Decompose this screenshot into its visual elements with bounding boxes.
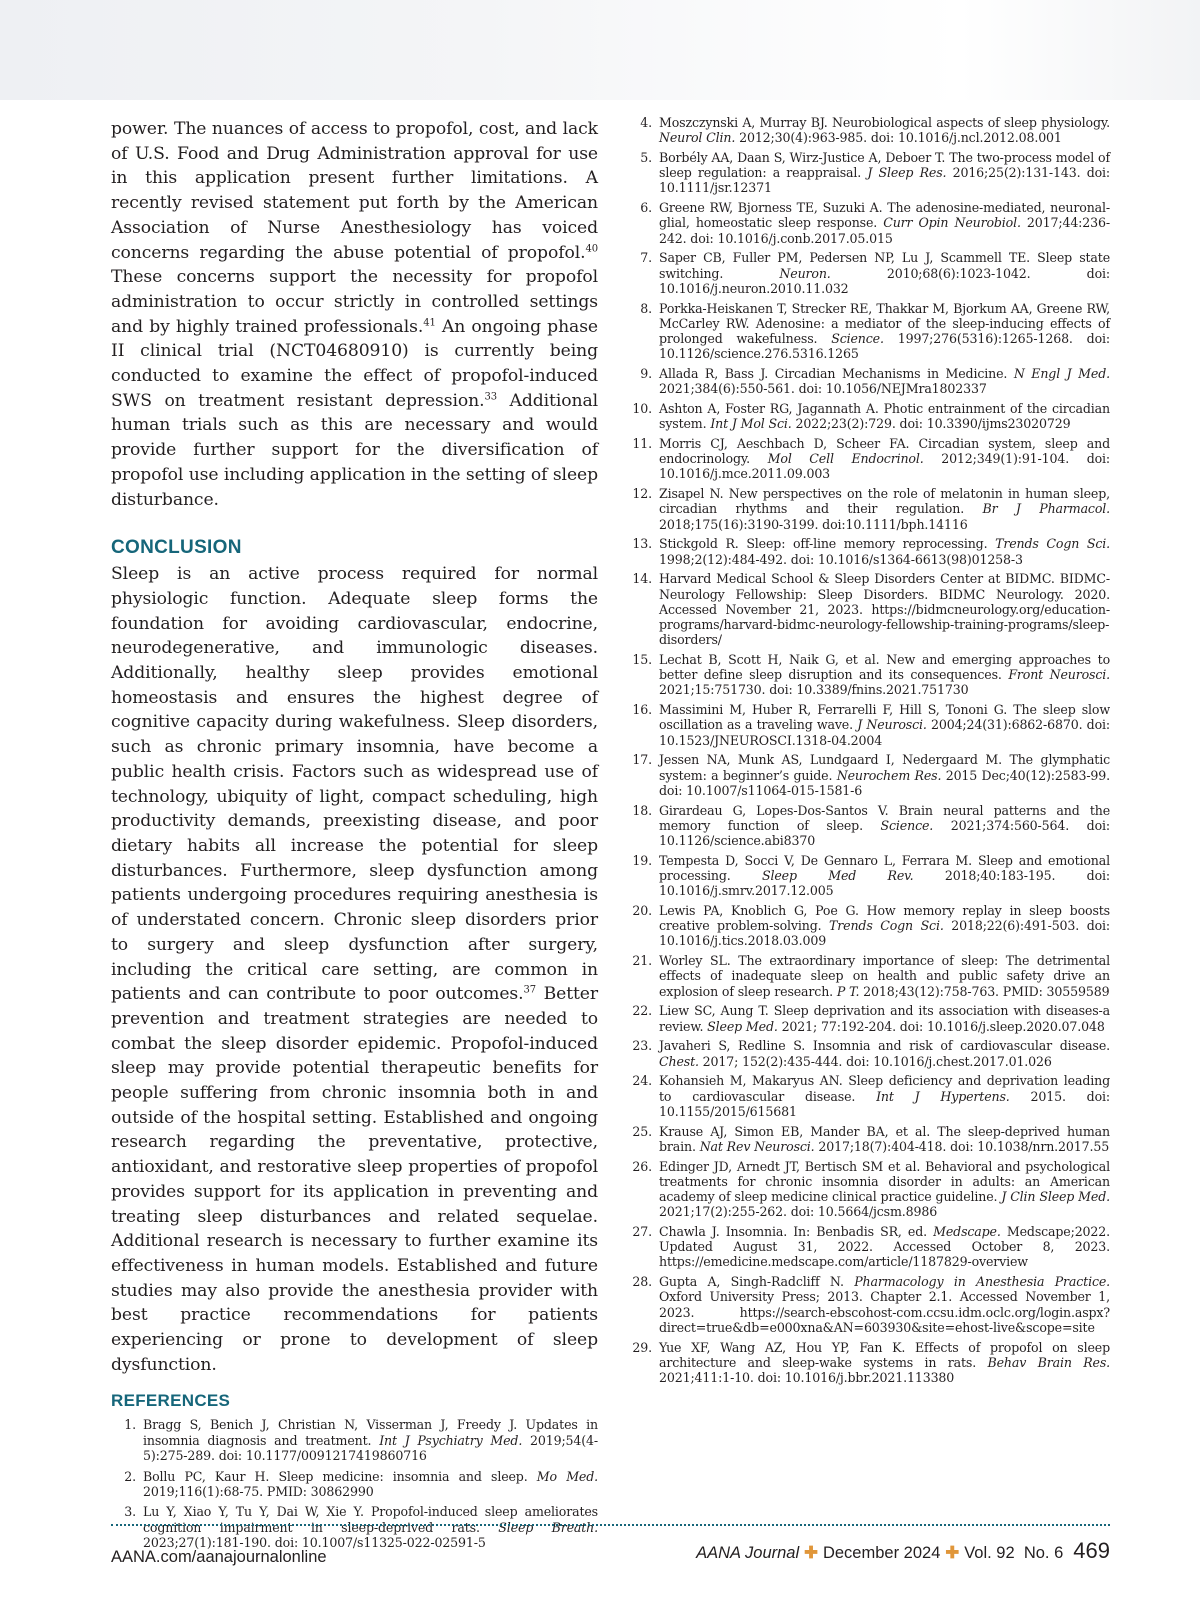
reference-number: 15. xyxy=(632,652,652,668)
reference-details: 2016;25(2):131-143. doi: 10.1111/jsr.12371 xyxy=(659,165,1111,196)
reference-number: 22. xyxy=(632,1003,652,1019)
reference-text: Krause AJ, Simon EB, Mander BA, et al. The sleep-deprived human brain. xyxy=(659,1123,1110,1154)
reference-journal: Chest. xyxy=(659,1053,699,1069)
reference-item xyxy=(627,1073,1110,1119)
reference-item xyxy=(627,571,1110,647)
reference-number: 29. xyxy=(632,1339,652,1355)
reference-details: 2015. doi: 10.1155/2015/615681 xyxy=(659,1088,1110,1119)
reference-details: 2018;175(16):3190-3199. doi:10.1111/bph.14116 xyxy=(659,516,968,532)
reference-text: Bollu PC, Kaur H. Sleep medicine: insomnia and sleep. xyxy=(143,1468,537,1484)
reference-text: Porkka-Heiskanen T, Strecker RE, Thakkar M, Bjorkum AA, Greene RW, McCarley RW. Adenosine: a mediator of the sleep-inducing effects of prolonged wakefulness. xyxy=(659,300,1110,347)
reference-number: 13. xyxy=(632,536,652,552)
footer-url-link[interactable]: AANA.com/aanajournalonline xyxy=(111,1548,327,1566)
reference-journal: Neuron. xyxy=(779,265,831,281)
reference-item xyxy=(627,752,1110,798)
page-number: 469 xyxy=(1073,1538,1110,1563)
reference-text: Moszczynski A, Murray BJ. Neurobiological aspects of sleep physiology. xyxy=(659,115,1110,130)
reference-number: 19. xyxy=(632,852,652,868)
reference-number: 28. xyxy=(632,1274,652,1290)
top-background-band xyxy=(0,0,1200,100)
footer-volume: Vol. 92 No. 6 xyxy=(964,1544,1064,1562)
reference-text: Liew SC, Aung T. Sleep deprivation and its association with diseases-a review. xyxy=(659,1003,1110,1034)
reference-details: 2023;27(1):181-190. doi: 10.1007/s11325-022-02591-5 xyxy=(143,1534,486,1550)
reference-journal: P T. xyxy=(836,983,860,999)
reference-journal: N Engl J Med. xyxy=(1013,366,1110,382)
reference-details: 2022;23(2):729. doi: 10.3390/ijms23020729 xyxy=(791,416,1071,432)
reference-number: 21. xyxy=(632,953,652,969)
reference-journal: J Clin Sleep Med. xyxy=(1001,1189,1110,1205)
reference-details: 2012;30(4):963-985. doi: 10.1016/j.ncl.2012.08.001 xyxy=(735,130,1062,146)
reference-journal: Sleep Med Rev. xyxy=(762,868,914,884)
reference-number: 7. xyxy=(640,250,652,266)
reference-text: Edinger JD, Arnedt JT, Bertisch SM et al. Behavioral and psychological treatments for chronic insomnia disorder in adults: an American academy of sleep medicine clinical practice guideline. xyxy=(659,1158,1110,1205)
reference-text: Bragg S, Benich J, Christian N, Visserman J, Freedy J. Updates in insomnia diagnosis and treatment. xyxy=(143,1417,598,1448)
reference-details: Oxford University Press; 2013. Chapter 2.1. Accessed November 1, 2023. https://search-ebscohost-com.ccsu.idm.oclc.org/login.aspx?direct=true&db=e000xna&AN=603930&site=ehost-live&scope=site xyxy=(659,1289,1110,1335)
citation-33: 33 xyxy=(484,391,497,402)
reference-item xyxy=(627,803,1110,849)
intro-text-3: An ongoing phase II clinical trial (NCT04680910) is currently being conducted to examine the effect of propofol-induced SWS on treatment resistant depression. xyxy=(111,316,598,411)
page-footer xyxy=(111,1538,1110,1568)
reference-details: 2010;68(6):1023-1042. doi: 10.1016/j.neuron.2010.11.032 xyxy=(659,265,1110,296)
reference-number: 18. xyxy=(632,802,652,818)
reference-journal: Sleep Breath. xyxy=(498,1519,599,1535)
reference-text: Harvard Medical School & Sleep Disorders Center at BIDMC. BIDMC-Neurology Fellowship: Sleep Disorders. BIDMC Neurology. 2020. Accessed November 21, 2023. https://bidmcneurology.org/education-programs/harvard-bidmc-neurology-fellowship-training-programs/sleep-disorders/ xyxy=(659,571,1110,648)
reference-text: Kohansieh M, Makaryus AN. Sleep deficiency and deprivation leading to cardiovascular disease. xyxy=(659,1073,1110,1104)
reference-number: 25. xyxy=(632,1123,652,1139)
reference-text: Tempesta D, Socci V, De Gennaro L, Ferrara M. Sleep and emotional processing. xyxy=(659,852,1110,884)
reference-journal: Mol Cell Endocrinol. xyxy=(767,451,924,467)
reference-item xyxy=(627,1340,1110,1386)
reference-text: Zisapel N. New perspectives on the role of melatonin in human sleep, circadian rhythms and their regulation. xyxy=(659,486,1110,517)
reference-details: 2019;116(1):68-75. PMID: 30862990 xyxy=(143,1483,374,1499)
conclusion-heading: CONCLUSION xyxy=(111,537,242,559)
reference-list-right xyxy=(627,115,1110,1385)
references-heading: REFERENCES xyxy=(111,1391,231,1411)
reference-journal: Pharmacology in Anesthesia Practice. xyxy=(854,1274,1111,1290)
reference-journal: Nat Rev Neurosci. xyxy=(699,1138,815,1154)
reference-details: 2021;15:751730. doi: 10.3389/fnins.2021.751730 xyxy=(659,682,969,698)
reference-text: Chawla J. Insomnia. In: Benbadis SR, ed. xyxy=(659,1224,934,1240)
reference-number: 10. xyxy=(632,401,652,417)
reference-details: 2021;17(2):255-262. doi: 10.5664/jcsm.8986 xyxy=(659,1204,938,1220)
reference-text: Lu Y, Xiao Y, Tu Y, Dai W, Xie Y. Propofol-induced sleep ameliorates cognition impairment in sleep-deprived rats. xyxy=(143,1504,598,1535)
reference-item xyxy=(627,1003,1110,1033)
reference-text: Saper CB, Fuller PM, Pedersen NP, Lu J, Scammell TE. Sleep state switching. xyxy=(659,250,1110,281)
citation-41: 41 xyxy=(423,316,436,328)
reference-number: 17. xyxy=(632,752,652,768)
reference-number: 23. xyxy=(632,1038,652,1054)
reference-item xyxy=(627,250,1110,296)
citation-40: 40 xyxy=(585,242,598,254)
reference-details: 2018;22(6):491-503. doi: 10.1016/j.tics.2018.03.009 xyxy=(659,918,1111,949)
reference-text: Jessen NA, Munk AS, Lundgaard I, Nedergaard M. The glymphatic system: a beginner’s guide. xyxy=(659,752,1110,783)
reference-item xyxy=(627,652,1110,698)
reference-details: 2017; 152(2):435-444. doi: 10.1016/j.chest.2017.01.026 xyxy=(698,1053,1052,1069)
reference-text: Yue XF, Wang AZ, Hou YP, Fan K. Effects of propofol on sleep architecture and sleep-wake systems in rats. xyxy=(659,1339,1110,1370)
reference-text: Lewis PA, Knoblich G, Poe G. How memory replay in sleep boosts creative problem-solving. xyxy=(659,903,1110,934)
reference-text: Gupta A, Singh-Radcliff N. xyxy=(659,1274,855,1290)
reference-details: 2004;24(31):6862-6870. doi: 10.1523/JNEUROSCI.1318-04.2004 xyxy=(659,717,1111,748)
reference-journal: Curr Opin Neurobiol. xyxy=(883,215,1021,231)
reference-text: Javaheri S, Redline S. Insomnia and risk of cardiovascular disease. xyxy=(659,1038,1110,1054)
reference-item xyxy=(627,1224,1110,1270)
reference-item xyxy=(627,366,1110,396)
conclusion-text-2: Better prevention and treatment strategies are needed to combat the sleep disorder epidemic. Propofol-induced sleep may provide potential therapeutic benefits for people suffering from chronic insomnia both in and outside of the hospital setting. Established and ongoing research regarding the preventative, protective, antioxidant, and restorative sleep properties of propofol provides support for its application in preventing and treating sleep disturbances and related sequelae. Additional research is necessary to further examine its effectiveness in human models. Established and future studies may also provide the anesthesia provider with best practice recommendations for patients experiencing or prone to development of sleep dysfunction. xyxy=(111,984,598,1375)
reference-details: 2021;411:1-10. doi: 10.1016/j.bbr.2021.113380 xyxy=(659,1370,955,1386)
reference-journal: Int J Hypertens. xyxy=(876,1088,1010,1104)
reference-number: 6. xyxy=(640,200,652,216)
reference-text: Stickgold R. Sleep: off-line memory reprocessing. xyxy=(659,536,996,552)
reference-item xyxy=(627,853,1110,899)
reference-journal: J Sleep Res. xyxy=(867,165,947,181)
reference-journal: Int J Mol Sci. xyxy=(710,416,792,432)
reference-journal: Neurochem Res. xyxy=(836,767,942,783)
reference-item xyxy=(627,115,1110,145)
reference-details: 1998;2(12):484-492. doi: 10.1016/s1364-6613(98)01258-3 xyxy=(659,551,1023,567)
footer-issue-date: December 2024 xyxy=(822,1544,941,1562)
reference-number: 20. xyxy=(632,903,652,919)
reference-item xyxy=(627,1124,1110,1154)
reference-list-left xyxy=(111,1417,598,1550)
reference-journal: Int J Psychiatry Med. xyxy=(379,1432,523,1448)
reference-journal: Sleep Med. xyxy=(707,1018,778,1034)
reference-item xyxy=(627,702,1110,748)
reference-item xyxy=(111,1469,598,1499)
reference-details: 2021;384(6):550-561. doi: 10.1056/NEJMra1802337 xyxy=(659,381,987,397)
reference-number: 3. xyxy=(124,1504,136,1520)
footer-issue-info xyxy=(696,1538,1110,1564)
reference-journal: J Neurosci. xyxy=(857,717,927,733)
reference-number: 1. xyxy=(124,1417,136,1433)
reference-details: 2021; 77:192-204. doi: 10.1016/j.sleep.2020.07.048 xyxy=(777,1018,1105,1034)
reference-details: 2021;374:560-564. doi: 10.1126/science.abi8370 xyxy=(659,817,1110,849)
reference-text: Greene RW, Bjorness TE, Suzuki A. The adenosine-mediated, neuronal-glial, homeostatic sleep response. xyxy=(659,200,1110,231)
reference-item xyxy=(627,903,1110,949)
reference-details: 2018;40:183-195. doi: 10.1016/j.smrv.2017.12.005 xyxy=(659,868,1110,899)
reference-number: 26. xyxy=(632,1158,652,1174)
conclusion-paragraph xyxy=(111,562,598,1377)
right-column xyxy=(627,115,1110,1390)
reference-details: 2012;349(1):91-104. doi: 10.1016/j.mce.2011.09.003 xyxy=(659,451,1111,482)
reference-details: 2015 Dec;40(12):2583-99. doi: 10.1007/s11064-015-1581-6 xyxy=(659,767,1110,798)
reference-journal: Medscape. xyxy=(933,1224,1001,1240)
reference-journal: Trends Cogn Sci. xyxy=(829,918,944,934)
reference-number: 12. xyxy=(632,486,652,502)
reference-details: 2019;54(4-5):275-289. doi: 10.1177/0091217419860716 xyxy=(143,1432,598,1463)
reference-item xyxy=(627,953,1110,999)
reference-journal: Science. xyxy=(831,331,884,347)
reference-details: 2017;18(7):404-418. doi: 10.1038/nrn.2017.55 xyxy=(814,1138,1110,1154)
left-column xyxy=(111,117,598,1556)
reference-item xyxy=(627,1159,1110,1220)
reference-item xyxy=(627,150,1110,196)
reference-number: 5. xyxy=(640,150,652,165)
reference-journal: Behav Brain Res. xyxy=(987,1354,1110,1370)
reference-item xyxy=(627,200,1110,246)
reference-number: 16. xyxy=(632,702,652,718)
reference-details: 2018;43(12):758-763. PMID: 30559589 xyxy=(859,983,1110,999)
intro-paragraph xyxy=(111,117,598,512)
reference-details: 2017;44:236-242. doi: 10.1016/j.conb.2017.05.015 xyxy=(659,215,1110,246)
reference-item xyxy=(111,1417,598,1463)
reference-details: 1997;276(5316):1265-1268. doi: 10.1126/science.276.5316.1265 xyxy=(659,331,1110,362)
cross-icon: ✚ xyxy=(945,1544,960,1562)
reference-item xyxy=(627,486,1110,532)
footer-journal-name: AANA Journal xyxy=(696,1544,800,1562)
citation-37: 37 xyxy=(523,984,537,996)
reference-number: 2. xyxy=(124,1468,136,1484)
reference-text: Morris CJ, Aeschbach D, Scheer FA. Circadian system, sleep and endocrinology. xyxy=(659,436,1110,467)
reference-text: Lechat B, Scott H, Naik G, et al. New and emerging approaches to better define sleep disruption and its consequences. xyxy=(659,652,1110,683)
reference-text: Girardeau G, Lopes-Dos-Santos V. Brain neural patterns and the memory function of sleep. xyxy=(659,802,1110,833)
reference-number: 4. xyxy=(640,115,652,130)
reference-item xyxy=(627,1038,1110,1068)
reference-item xyxy=(627,1274,1110,1335)
reference-text: Worley SL. The extraordinary importance of sleep: The detrimental effects of inadequate sleep on health and public safety drive an explosion of sleep research. xyxy=(659,953,1110,999)
reference-number: 11. xyxy=(632,436,652,452)
intro-text-1: power. The nuances of access to propofol, cost, and lack of U.S. Food and Drug Administration approval for use in this application present further limitations. A recently revised statement put forth by the American Association of Nurse Anesthesiology has voiced concerns regarding the abuse potential of propofol. xyxy=(111,119,598,263)
conclusion-text-1: Sleep is an active process required for normal physiologic function. Adequate sleep forms the foundation for avoiding cardiovascular, endocrine, neurodegenerative, and immunologic diseases. Additionally, healthy sleep provides emotional homeostasis and ensures the highest degree of cognitive capacity during wakefulness. Sleep disorders, such as chronic primary insomnia, have become a public health crisis. Factors such as widespread use of technology, ubiquity of light, compact scheduling, high productivity demands, preexisting disease, and poor dietary habits all increase the potential for sleep disturbances. Furthermore, sleep dysfunction among patients undergoing procedures requiring anesthesia is of understated concern. Chronic sleep disorders prior to surgery and sleep dysfunction after surgery, including the critical care setting, are common in patients and can contribute to poor outcomes. xyxy=(111,564,598,1005)
reference-number: 14. xyxy=(632,571,652,587)
reference-item xyxy=(627,401,1110,431)
reference-details: Medscape;2022. Updated August 31, 2022. Accessed October 8, 2023. https://emedicine.medscape.com/article/1187829-overview xyxy=(659,1224,1110,1270)
reference-item xyxy=(627,536,1110,566)
reference-number: 8. xyxy=(640,300,652,316)
reference-text: Allada R, Bass J. Circadian Mechanisms in Medicine. xyxy=(659,366,1014,382)
reference-number: 27. xyxy=(632,1224,652,1240)
reference-journal: Br J Pharmacol. xyxy=(982,501,1110,517)
reference-item xyxy=(627,436,1110,482)
reference-journal: Mo Med. xyxy=(536,1468,599,1484)
reference-journal: Science. xyxy=(880,817,934,833)
reference-item xyxy=(627,301,1110,362)
reference-journal: Front Neurosci. xyxy=(1008,667,1110,683)
reference-text: Massimini M, Huber R, Ferrarelli F, Hill S, Tononi G. The sleep slow oscillation as a traveling wave. xyxy=(659,702,1110,733)
intro-text-4: Additional human trials such as this are necessary and would provide further support for the diversification of propofol use including application in the setting of sleep disturbance. xyxy=(111,390,599,510)
reference-journal: Trends Cogn Sci. xyxy=(995,536,1110,552)
intro-text-2: These concerns support the necessity for propofol administration to occur strictly in controlled settings and by highly trained professionals. xyxy=(111,267,598,337)
reference-text: Borbély AA, Daan S, Wirz-Justice A, Deboer T. The two-process model of sleep regulation: a reappraisal. xyxy=(659,150,1110,181)
reference-number: 24. xyxy=(632,1073,652,1089)
reference-journal: Neurol Clin. xyxy=(659,130,736,146)
footer-divider xyxy=(111,1524,1110,1526)
cross-icon: ✚ xyxy=(804,1544,818,1562)
reference-text: Ashton A, Foster RG, Jagannath A. Photic entrainment of the circadian system. xyxy=(659,401,1110,432)
reference-number: 9. xyxy=(640,366,652,382)
